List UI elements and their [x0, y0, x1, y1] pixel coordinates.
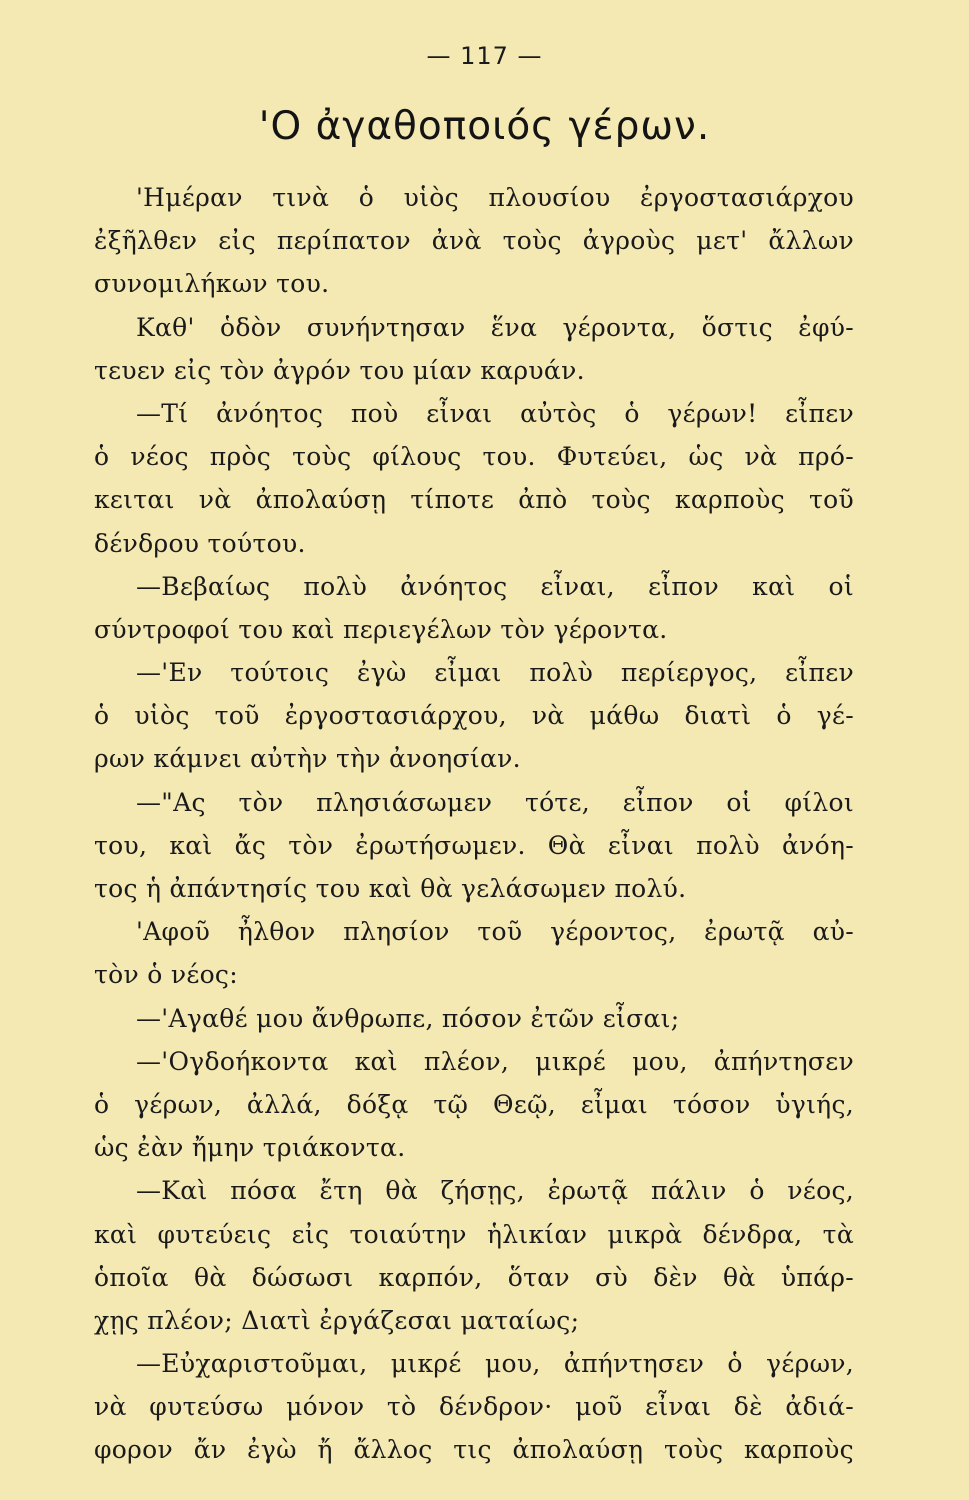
text-line: νὰ φυτεύσω μόνον τὸ δένδρον· μοῦ εἶναι δὲ ἀδιά-	[94, 1392, 854, 1422]
story-title: 'Ο ἀγαθοποιός γέρων.	[258, 104, 711, 149]
text-line: —Βεβαίως πολὺ ἀνόητος εἶναι, εἶπον καὶ οἱ	[136, 571, 854, 601]
text-line: —'Εν τούτοις ἐγὼ εἶμαι πολὺ περίεργος, εἶπεν	[136, 658, 854, 688]
text-line: σύντροφοί του καὶ περιεγέλων τὸν γέροντα.	[94, 614, 668, 644]
page-number: — 117 —	[426, 42, 543, 70]
text-line: δένδρου τούτου.	[94, 528, 306, 558]
text-line: ρων κάμνει αὐτὴν τὴν ἀνοησίαν.	[94, 744, 521, 774]
text-line: καὶ φυτεύεις εἰς τοιαύτην ἡλικίαν μικρὰ δένδρα, τὰ	[94, 1219, 854, 1249]
text-line: —'Αγαθέ μου ἄνθρωπε, πόσον ἐτῶν εἶσαι;	[136, 1003, 680, 1033]
text-line: κειται νὰ ἀπολαύσῃ τίποτε ἀπὸ τοὺς καρποὺς τοῦ	[94, 485, 854, 515]
text-line: ὁ γέρων, ἀλλά, δόξᾳ τῷ Θεῷ, εἶμαι τόσον ὑγιής,	[94, 1089, 854, 1119]
text-line: τὸν ὁ νέος:	[94, 960, 238, 990]
text-line: φορον ἄν ἐγὼ ἤ ἄλλος τις ἀπολαύσῃ τοὺς καρποὺς	[94, 1435, 854, 1465]
text-line: —'Ογδοήκοντα καὶ πλέον, μικρέ μου, ἀπήντησεν	[136, 1046, 854, 1076]
text-line: χῃς πλέον; Διατὶ ἐργάζεσαι ματαίως;	[94, 1305, 580, 1335]
text-line: —Τί ἀνόητος ποὺ εἶναι αὐτὸς ὁ γέρων! εἶπεν	[136, 398, 854, 428]
text-line: Καθ' ὁδὸν συνήντησαν ἕνα γέροντα, ὅστις ἐφύ-	[136, 312, 854, 342]
text-line: τευεν εἰς τὸν ἀγρόν του μίαν καρυάν.	[94, 355, 585, 385]
story-body	[94, 176, 854, 1472]
text-line: 'Αφοῦ ἦλθον πλησίον τοῦ γέροντος, ἐρωτᾷ αὐ-	[136, 917, 854, 947]
text-line: του, καὶ ἄς τὸν ἐρωτήσωμεν. Θὰ εἶναι πολὺ ἀνόη-	[94, 830, 854, 860]
text-line: ὡς ἐὰν ἤμην τριάκοντα.	[94, 1133, 406, 1163]
text-line: συνομιλήκων του.	[94, 269, 330, 299]
text-line: —Καὶ πόσα ἔτη θὰ ζήσῃς, ἐρωτᾷ πάλιν ὁ νέος,	[136, 1176, 854, 1206]
text-line: ὁ νέος πρὸς τοὺς φίλους του. Φυτεύει, ὡς νὰ πρό-	[94, 442, 854, 472]
text-line: τος ἡ ἀπάντησίς του καὶ θὰ γελάσωμεν πολύ.	[94, 874, 687, 903]
text-line: ὁποῖα θὰ δώσωσι καρπόν, ὅταν σὺ δὲν θὰ ὑπάρ-	[94, 1262, 854, 1292]
text-line: 'Ημέραν τινὰ ὁ υἱὸς πλουσίου ἐργοστασιάρχου	[136, 183, 854, 212]
text-line: —Εὐχαριστοῦμαι, μικρέ μου, ἀπήντησεν ὁ γέρων,	[136, 1349, 854, 1379]
text-line: ὁ υἱὸς τοῦ ἐργοστασιάρχου, νὰ μάθω διατὶ ὁ γέ-	[94, 701, 854, 731]
text-line: ἐξῆλθεν εἰς περίπατον ἀνὰ τοὺς ἀγροὺς μετ' ἄλλων	[94, 226, 854, 256]
text-line: —"Ας τὸν πλησιάσωμεν τότε, εἶπον οἱ φίλοι	[136, 787, 854, 817]
